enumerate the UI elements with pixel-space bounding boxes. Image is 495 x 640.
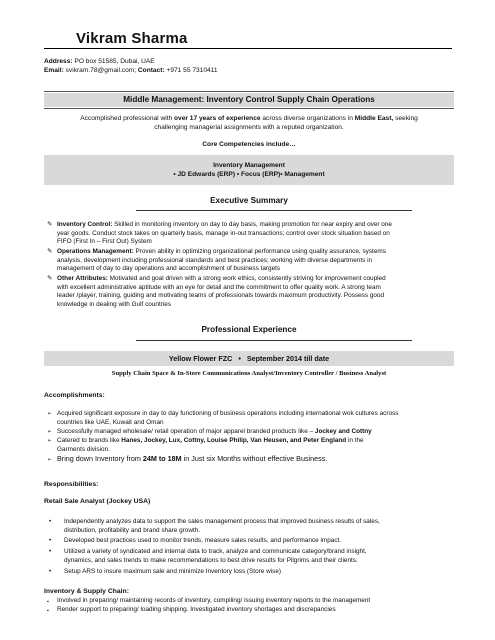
executive-summary-rule: [136, 210, 412, 211]
pencil-icon: ✎: [47, 221, 53, 228]
summary-line-1: Accomplished professional with over 17 years of experience across diverse organizations in Middle East, seeking: [80, 115, 418, 122]
responsibility-2: Developed best practices used to monitor trends, measure sales results, and performance impact.: [64, 537, 342, 544]
responsibility-3: Utilized a variety of syndicated and internal data to track, analyze and communicate category/brand insight, dynamics, and sales trends to make recommendations to best drive results for Pilgrims and their clients.: [64, 548, 367, 564]
address-value: PO box 51585, Dubai, UAE: [72, 58, 155, 65]
responsibilities-title: Responsibilities:: [44, 481, 99, 488]
exec-item-other-attributes: Other Attributes: Motivated and goal driven with a strong work ethics, consistently striving for improvement coupled with excellent administrative aptitude with an eye for detail and the commitment to offer quality work. A strong team leader /player, training, guiding and motivating teams of professionals towards maximum productivity. Possess good knowledge in dealing with Gulf countries: [57, 275, 386, 308]
profile-banner: Middle Management: Inventory Control Supply Chain Operations: [44, 93, 454, 107]
accomplishments-title: Accomplishments:: [44, 392, 105, 399]
competency-item-2: • JD Edwards (ERP) • Focus (ERP)• Management: [173, 171, 325, 178]
executive-summary-title: Executive Summary: [210, 196, 288, 205]
pencil-icon: ✎: [47, 248, 53, 255]
bullet-dot: •: [49, 518, 52, 525]
professional-experience-title: Professional Experience: [201, 325, 297, 334]
bullet-dot: •: [49, 537, 52, 544]
professional-experience-rule: [136, 340, 412, 341]
exec-item-inventory-control: Inventory Control: Skilled in monitoring inventory on day to day basis, making promotion for near expiry and over one year goods. Conduct stock takes on quarterly basis, manage in-out transactions; control over stock situation based on FIFO (First In – First Out) System: [57, 221, 392, 246]
email-contact-line: [44, 66, 218, 75]
inventory-item-2: Render support to preparing/ loading shipping. Investigated inventory shortages and discrepancies: [57, 606, 336, 613]
bullet-dot: •: [49, 568, 52, 575]
job-header: Yellow Flower FZC • September 2014 till date: [44, 351, 454, 366]
email-label: Email:: [44, 67, 64, 74]
candidate-name: Vikram Sharma: [76, 30, 188, 47]
responsibility-4: Setup ARS to insure maximum sale and minimize Inventory loss (Store wise): [64, 568, 282, 575]
core-competencies-title: Core Competencies include…: [202, 141, 296, 148]
core-competencies-box: [44, 155, 454, 185]
summary-line-2: challenging managerial assignments with a reputed organization.: [154, 124, 344, 131]
contact-value: +971 55 7310411: [164, 67, 218, 74]
square-icon: ▪: [47, 599, 49, 605]
banner-top-rule: [44, 91, 454, 92]
responsibility-1: Independently analyzes data to support the sales management process that improved business results of sales, distribution, profitability and brand share growth.: [64, 518, 380, 534]
responsibility-role: Retail Sale Analyst (Jockey USA): [44, 498, 151, 505]
accomplishment-2: Successfully managed wholesale/ retail operation of major apparel branded products like – Jockey and Cottny: [57, 428, 372, 435]
name-divider: [44, 48, 452, 49]
job-period: September 2014 till date: [246, 354, 330, 363]
accomplishment-3: Catered to brands like Hanes, Jockey, Lux, Cottny, Louise Philip, Van Heusen, and Peter England in the Garments division.: [57, 437, 364, 453]
accomplishment-1: Acquired significant exposure in day to day functioning of business operations including international wok cultures across countries like UAE, Kuwait and Oman: [57, 410, 399, 426]
contact-label: Contact:: [136, 67, 165, 74]
square-icon: ▪: [47, 608, 49, 614]
arrow-icon: ➢: [47, 429, 52, 435]
competency-item-1: Inventory Management: [213, 162, 285, 169]
exec-item-operations: Operations Management: Proven ability in optimizing organizational performance using quality assurance, systems analysis, development including professional standards and best practices; working with diverse departments in management of day to day operations and accomplishment of business targets: [57, 248, 386, 273]
address-label: Address:: [44, 58, 73, 65]
arrow-icon: ➢: [47, 438, 52, 444]
job-role: Supply Chain Space & In-Store Communications Analyst/Inventory Controller / Business Analyst: [111, 370, 387, 377]
company-name: Yellow Flower FZC: [168, 354, 233, 363]
arrow-icon: ➢: [47, 457, 52, 463]
bullet-dot: •: [49, 548, 52, 555]
accomplishment-4: Bring down Inventory from 24M to 18M in Just six Months without effective Business.: [57, 454, 328, 463]
address-line: [44, 57, 155, 66]
email-value: svikram.78@gmail.com;: [63, 67, 137, 74]
banner-bottom-rule: [44, 108, 454, 109]
inventory-supply-chain-title: Inventory & Supply Chain:: [44, 588, 129, 595]
arrow-icon: ➢: [47, 411, 52, 417]
pencil-icon: ✎: [47, 275, 53, 282]
inventory-item-1: Involved in preparing/ maintaining records of inventory, compiling/ issuing inventory reports to the management: [57, 597, 371, 604]
